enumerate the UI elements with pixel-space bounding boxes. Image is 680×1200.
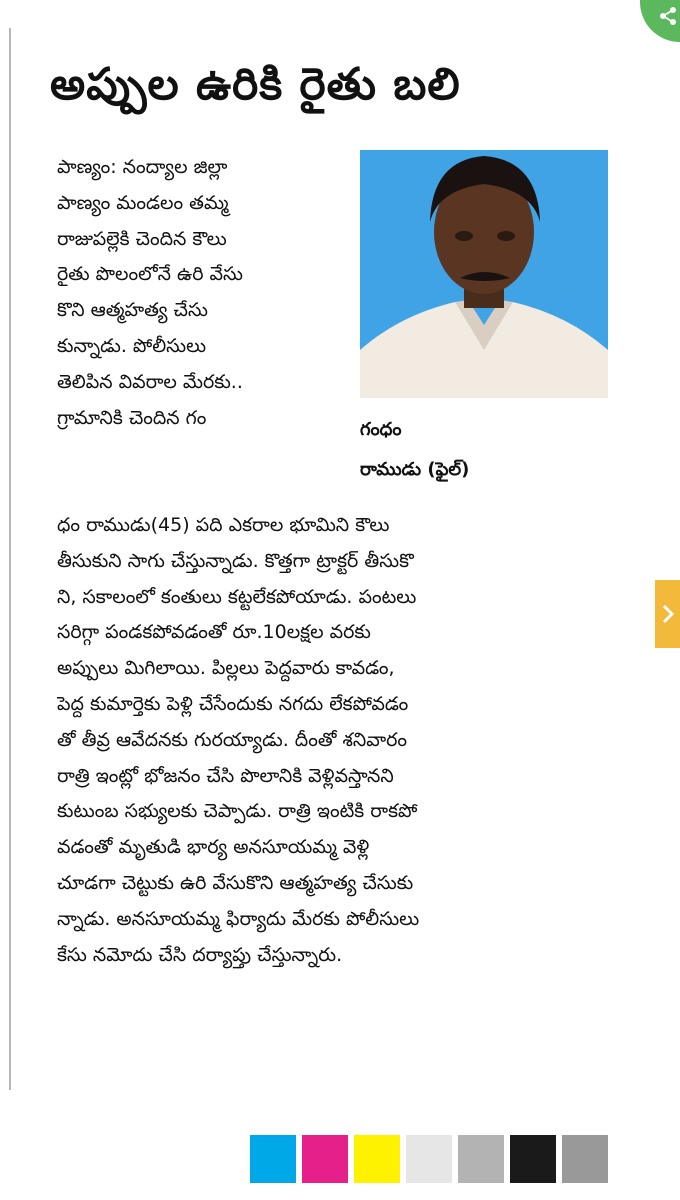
body-line: పాణ్యం మండలం తమ్మ <box>57 191 229 214</box>
article-body-wide <box>57 508 617 973</box>
portrait-photo <box>360 150 608 398</box>
body-line: కున్నాడు. పోలీసులు <box>57 334 207 357</box>
article-body-narrow <box>57 150 357 436</box>
portrait-illustration <box>360 150 608 398</box>
print-color-bar <box>250 1135 610 1183</box>
body-line: తెలిపిన వివరాల మేరకు.. <box>57 370 243 393</box>
body-line: ని, సకాలంలో కంతులు కట్టలేకపోయాడు. పంటలు <box>57 585 417 608</box>
photo-caption <box>360 410 600 490</box>
color-swatch <box>510 1135 556 1183</box>
body-line: కొని ఆత్మహత్య చేసు <box>57 299 208 322</box>
next-page-button[interactable] <box>655 580 680 648</box>
body-line: రాజుపల్లెకి చెందిన కౌలు <box>57 227 227 250</box>
body-line: తో తీవ్ర ఆవేదనకు గురయ్యాడు. దీంతో శనివారం <box>57 728 408 751</box>
chevron-right-icon <box>661 604 675 624</box>
body-line: రైతు పొలంలోనే ఉరి వేసు <box>57 263 243 286</box>
body-line: తీసుకుని సాగు చేస్తున్నాడు. కొత్తగా ట్రాక్టర్ తీసుకొ <box>57 549 414 572</box>
body-line: సరిగ్గా పండకపోవడంతో రూ.10లక్షల వరకు <box>57 621 371 644</box>
headline: అప్పుల ఉరికి రైతు బలి <box>50 59 461 110</box>
body-line: పెద్ద కుమార్తెకు పెళ్లి చేసేందుకు నగదు లేకపోవడం <box>57 692 409 715</box>
body-line: రాత్రి ఇంట్లో భోజనం చేసి పొలానికి వెళ్లివస్తానని <box>57 764 394 787</box>
color-swatch <box>458 1135 504 1183</box>
column-rule <box>9 28 11 1090</box>
body-line: అప్పులు మిగిలాయి. పిల్లలు పెద్దవారు కావడం, <box>57 657 395 680</box>
share-button[interactable] <box>640 0 680 42</box>
body-line: కేసు నమోదు చేసి దర్యాప్తు చేస్తున్నారు. <box>57 943 343 966</box>
body-line: పాణ్యం: నంద్యాల జిల్లా <box>57 156 228 178</box>
caption-line: గంధం <box>360 419 402 440</box>
body-line: వడంతో మృతుడి భార్య అనసూయమ్మ వెళ్లి <box>57 836 370 859</box>
color-swatch <box>406 1135 452 1183</box>
body-line: గ్రామానికి చెందిన గం <box>57 406 207 429</box>
color-swatch <box>562 1135 608 1183</box>
body-line: న్నాడు. అనసూయమ్మ ఫిర్యాదు మేరకు పోలీసులు <box>57 907 420 930</box>
body-line: చూడగా చెట్టుకు ఉరి వేసుకొని ఆత్మహత్య చేసుకు <box>57 871 414 894</box>
color-swatch <box>250 1135 296 1183</box>
share-icon <box>658 6 678 26</box>
color-swatch <box>354 1135 400 1183</box>
color-swatch <box>302 1135 348 1183</box>
body-line: ధం రాముడు(45) పది ఎకరాల భూమిని కౌలు <box>57 514 390 536</box>
caption-line: రాముడు (ఫైల్) <box>360 459 470 480</box>
body-line: కుటుంబ సభ్యులకు చెప్పాడు. రాత్రి ఇంటికి రాకపో <box>57 800 418 823</box>
